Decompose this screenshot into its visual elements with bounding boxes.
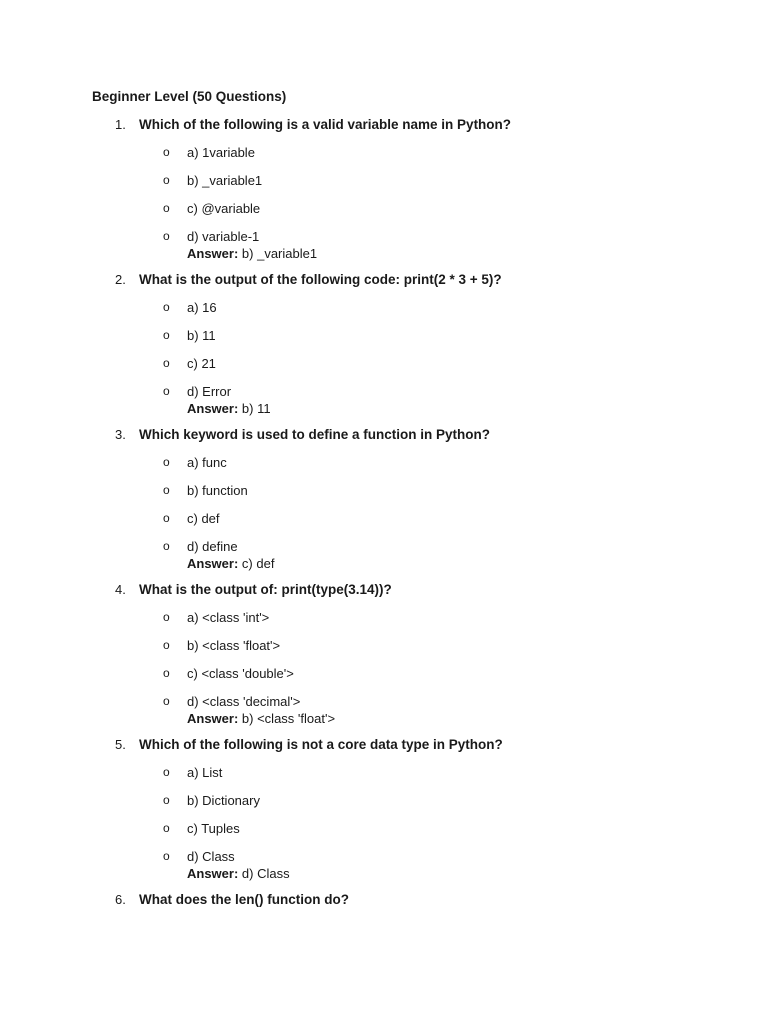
answer-label: Answer:: [187, 556, 239, 571]
option-text: c) @variable: [187, 201, 261, 216]
question-row: [92, 891, 676, 908]
option-list: [92, 144, 676, 245]
option-text: a) func: [187, 455, 227, 470]
question-list: [92, 116, 676, 908]
question-item: [92, 891, 676, 908]
option-row: [92, 228, 676, 245]
list-bullet-icon: o: [163, 821, 170, 835]
question-row: [92, 271, 676, 288]
question-item: [92, 271, 676, 417]
list-bullet-icon: o: [163, 849, 170, 863]
answer-label: Answer:: [187, 246, 239, 261]
list-bullet-icon: o: [163, 638, 170, 652]
question-number: 1.: [115, 117, 126, 132]
option-row: [92, 510, 676, 527]
option-text: c) Tuples: [187, 821, 240, 836]
answer-label: Answer:: [187, 866, 239, 881]
option-text: a) List: [187, 765, 223, 780]
list-bullet-icon: o: [163, 173, 170, 187]
question-number: 4.: [115, 582, 126, 597]
question-item: [92, 581, 676, 727]
question-row: [92, 581, 676, 598]
list-bullet-icon: o: [163, 666, 170, 680]
answer-label: Answer:: [187, 711, 239, 726]
option-text: a) 1variable: [187, 145, 255, 160]
option-row: [92, 355, 676, 372]
list-bullet-icon: o: [163, 145, 170, 159]
option-text: d) define: [187, 539, 238, 554]
section-heading: Beginner Level (50 Questions): [92, 89, 287, 104]
option-text: d) <class 'decimal'>: [187, 694, 301, 709]
option-row: [92, 665, 676, 682]
answer-row: [187, 710, 676, 727]
list-bullet-icon: o: [163, 384, 170, 398]
question-number: 3.: [115, 427, 126, 442]
answer-label: Answer:: [187, 401, 239, 416]
option-row: [92, 792, 676, 809]
list-bullet-icon: o: [163, 455, 170, 469]
option-list: [92, 609, 676, 710]
option-row: [92, 609, 676, 626]
question-row: [92, 426, 676, 443]
list-bullet-icon: o: [163, 610, 170, 624]
option-text: c) <class 'double'>: [187, 666, 294, 681]
question-row: [92, 736, 676, 753]
question-number: 5.: [115, 737, 126, 752]
option-row: [92, 820, 676, 837]
option-text: b) _variable1: [187, 173, 263, 188]
list-bullet-icon: o: [163, 328, 170, 342]
question-row: [92, 116, 676, 133]
option-text: d) Error: [187, 384, 232, 399]
option-row: [92, 848, 676, 865]
option-text: b) function: [187, 483, 248, 498]
answer-value: b) _variable1: [241, 246, 318, 261]
list-bullet-icon: o: [163, 765, 170, 779]
option-text: d) variable-1: [187, 229, 260, 244]
answer-value: d) Class: [241, 866, 290, 881]
question-text: What does the len() function do?: [139, 892, 349, 907]
question-item: [92, 116, 676, 262]
option-row: [92, 764, 676, 781]
option-text: c) def: [187, 511, 220, 526]
option-text: d) Class: [187, 849, 235, 864]
option-row: [92, 637, 676, 654]
question-item: [92, 426, 676, 572]
option-row: [92, 383, 676, 400]
answer-row: [187, 400, 676, 417]
question-text: What is the output of the following code: print(2 * 3 + 5)?: [139, 272, 502, 287]
answer-row: [187, 865, 676, 882]
list-bullet-icon: o: [163, 356, 170, 370]
list-bullet-icon: o: [163, 511, 170, 525]
option-list: [92, 764, 676, 865]
question-text: Which of the following is a valid variable name in Python?: [139, 117, 512, 132]
list-bullet-icon: o: [163, 793, 170, 807]
question-number: 6.: [115, 892, 126, 907]
option-row: [92, 200, 676, 217]
list-bullet-icon: o: [163, 300, 170, 314]
option-text: c) 21: [187, 356, 216, 371]
question-text: Which of the following is not a core data type in Python?: [139, 737, 503, 752]
list-bullet-icon: o: [163, 539, 170, 553]
option-list: [92, 299, 676, 400]
question-item: [92, 736, 676, 882]
option-row: [92, 538, 676, 555]
list-bullet-icon: o: [163, 483, 170, 497]
option-row: [92, 144, 676, 161]
answer-value: b) 11: [241, 401, 271, 416]
answer-value: b) <class 'float'>: [241, 711, 336, 726]
option-row: [92, 327, 676, 344]
option-text: b) Dictionary: [187, 793, 260, 808]
option-text: b) <class 'float'>: [187, 638, 281, 653]
option-row: [92, 454, 676, 471]
question-text: What is the output of: print(type(3.14))?: [139, 582, 392, 597]
question-number: 2.: [115, 272, 126, 287]
option-text: b) 11: [187, 328, 216, 343]
list-bullet-icon: o: [163, 694, 170, 708]
option-row: [92, 693, 676, 710]
option-row: [92, 172, 676, 189]
answer-row: [187, 555, 676, 572]
option-row: [92, 482, 676, 499]
list-bullet-icon: o: [163, 201, 170, 215]
option-row: [92, 299, 676, 316]
option-text: a) 16: [187, 300, 217, 315]
answer-row: [187, 245, 676, 262]
option-text: a) <class 'int'>: [187, 610, 270, 625]
list-bullet-icon: o: [163, 229, 170, 243]
question-text: Which keyword is used to define a function in Python?: [139, 427, 491, 442]
answer-value: c) def: [241, 556, 275, 571]
option-list: [92, 454, 676, 555]
